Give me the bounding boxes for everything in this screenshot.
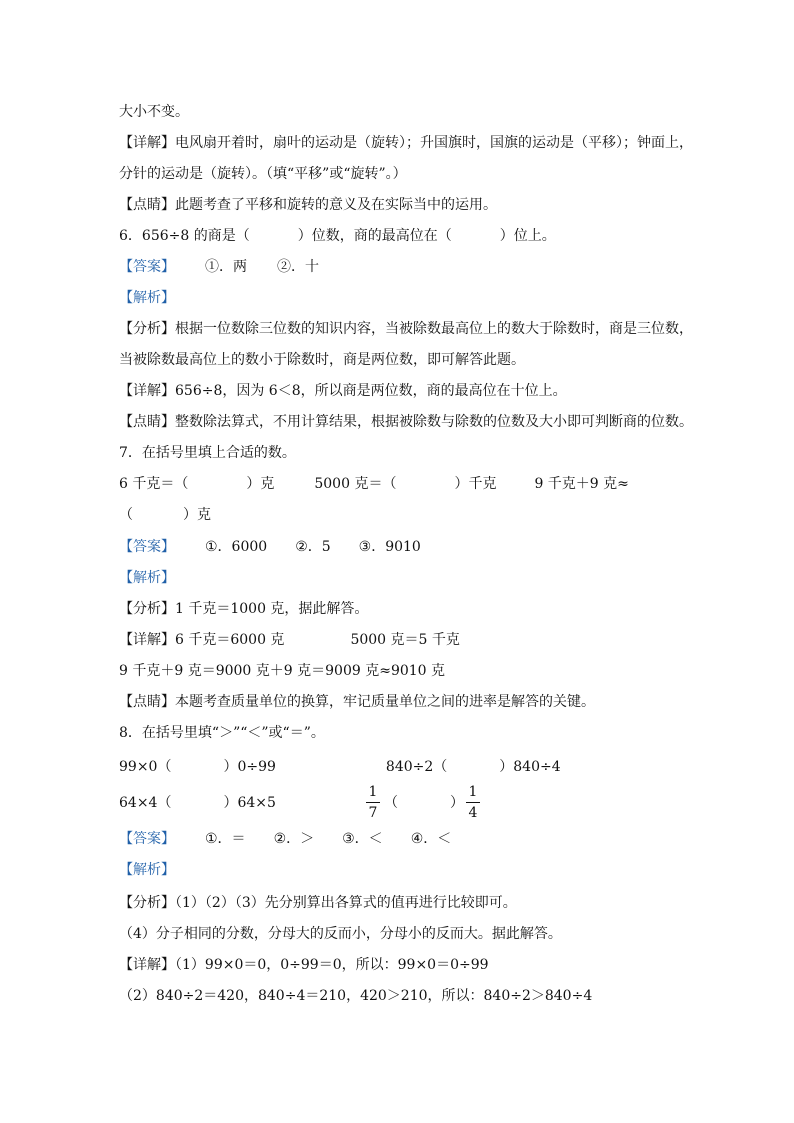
answer-tag: 【答案】 — [119, 831, 175, 847]
fraction-denominator: 4 — [468, 805, 478, 821]
detail-line: 【详解】656÷8，因为 6＜8，所以商是两位数，商的最高位在十位上。 — [119, 383, 567, 399]
q7-item-c: 9 千克＋9 克≈ — [534, 476, 629, 492]
analysis-line: 【分析】（1）（2）（3）先分别算出各算式的值再进行比较即可。 — [119, 895, 517, 911]
question-6 — [119, 226, 556, 246]
answer-item: ①．两 — [205, 259, 247, 275]
q6-part-c: ）位上。 — [499, 228, 556, 244]
text-line: 当被除数最高位上的数小于除数时，商是两位数，即可解答此题。 — [119, 352, 525, 368]
detail-line: 【详解】（1）99×0＝0，0÷99＝0，所以：99×0＝0÷99 — [119, 957, 489, 973]
detail-line — [119, 630, 460, 650]
text-line: （4）分子相同的分数，分母大的反而小，分母小的反而大。据此解答。 — [119, 926, 562, 942]
q8-item-1-right: ）0÷99 — [223, 759, 276, 775]
detail-part-a: 【详解】6 千克＝6000 克 — [119, 632, 285, 648]
answer-line — [119, 537, 421, 557]
q8-item-1: 99×0（ — [119, 759, 172, 775]
answer-item: ④．＜ — [410, 831, 452, 847]
q7-bracket-close: ）克 — [183, 507, 211, 523]
fraction-denominator: 7 — [368, 805, 378, 821]
answer-item: ②．十 — [277, 259, 319, 275]
q7-item-a-unit: ）克 — [246, 476, 275, 492]
fraction-bar — [366, 802, 380, 803]
q6-part-a: 6．656÷8 的商是（ — [119, 228, 250, 244]
q8-item-3: 64×4（ — [119, 795, 172, 811]
q8-row-2 — [119, 793, 276, 813]
fraction-one-seventh — [366, 784, 380, 821]
analysis-tag: 【解析】 — [119, 570, 175, 586]
q7-item-b: 5000 克＝（ — [314, 476, 397, 492]
q6-part-b: ）位数，商的最高位在（ — [297, 228, 452, 244]
q8-item-3-right: ）64×5 — [223, 795, 276, 811]
analysis-line: 【分析】1 千克＝1000 克，据此解答。 — [119, 601, 369, 617]
q8-item-2: 840÷2（ — [385, 759, 448, 775]
answer-item: ③．＜ — [342, 831, 383, 847]
q7-item-c-cont — [119, 505, 211, 525]
q8-item-4-bracket — [384, 793, 464, 813]
text-line: 9 千克＋9 克＝9000 克＋9 克＝9009 克≈9010 克 — [119, 663, 446, 679]
fraction-bar — [466, 802, 480, 803]
text-line: （2）840÷2＝420，840÷4＝210，420＞210，所以：840÷2＞840÷4 — [119, 988, 593, 1004]
detail-part-b: 5000 克＝5 千克 — [350, 632, 460, 648]
q8-row-1 — [119, 757, 561, 777]
analysis-tag: 【解析】 — [119, 290, 175, 306]
question-8: 8．在括号里填“＞”“＜”或“＝”。 — [119, 725, 325, 741]
answer-tag: 【答案】 — [119, 539, 175, 555]
question-7: 7．在括号里填上合适的数。 — [119, 445, 296, 461]
fraction-numerator: 1 — [368, 784, 378, 800]
q8-item-2-right: ）840÷4 — [499, 759, 561, 775]
answer-item: ②．＞ — [273, 831, 315, 847]
text-line: 分针的运动是（旋转）。（填“平移”或“旋转”。） — [119, 166, 407, 182]
tip-line: 【点睛】本题考查质量单位的换算，牢记质量单位之间的进率是解答的关键。 — [119, 694, 595, 710]
analysis-line: 【分析】根据一位数除三位数的知识内容，当被除数最高位上的数大于除数时，商是三位数， — [119, 321, 693, 337]
fraction-numerator: 1 — [468, 784, 478, 800]
tip-line: 【点睛】整数除法算式，不用计算结果，根据被除数与除数的位数及大小即可判断商的位数。 — [119, 414, 693, 430]
q7-item-a: 6 千克＝（ — [119, 476, 189, 492]
tip-line: 【点睛】此题考查了平移和旋转的意义及在实际当中的运用。 — [119, 197, 497, 213]
answer-item: ①．6000 — [205, 539, 268, 555]
answer-item: ③．9010 — [358, 539, 421, 555]
detail-line: 【详解】电风扇开着时，扇叶的运动是（旋转）；升国旗时，国旗的运动是（平移）；钟面上， — [119, 135, 693, 151]
answer-line — [119, 829, 451, 849]
q7-items — [119, 474, 629, 494]
text-line: 大小不变。 — [119, 104, 189, 120]
q7-bracket-open: （ — [119, 507, 133, 523]
bracket-close: ） — [450, 795, 464, 811]
answer-item: ①．＝ — [205, 831, 246, 847]
q7-item-b-unit: ）千克 — [454, 476, 497, 492]
fraction-one-fourth — [466, 784, 480, 821]
answer-line — [119, 257, 319, 277]
bracket-open: （ — [384, 795, 398, 811]
answer-tag: 【答案】 — [119, 259, 175, 275]
answer-item: ②．5 — [295, 539, 331, 555]
analysis-tag: 【解析】 — [119, 862, 175, 878]
